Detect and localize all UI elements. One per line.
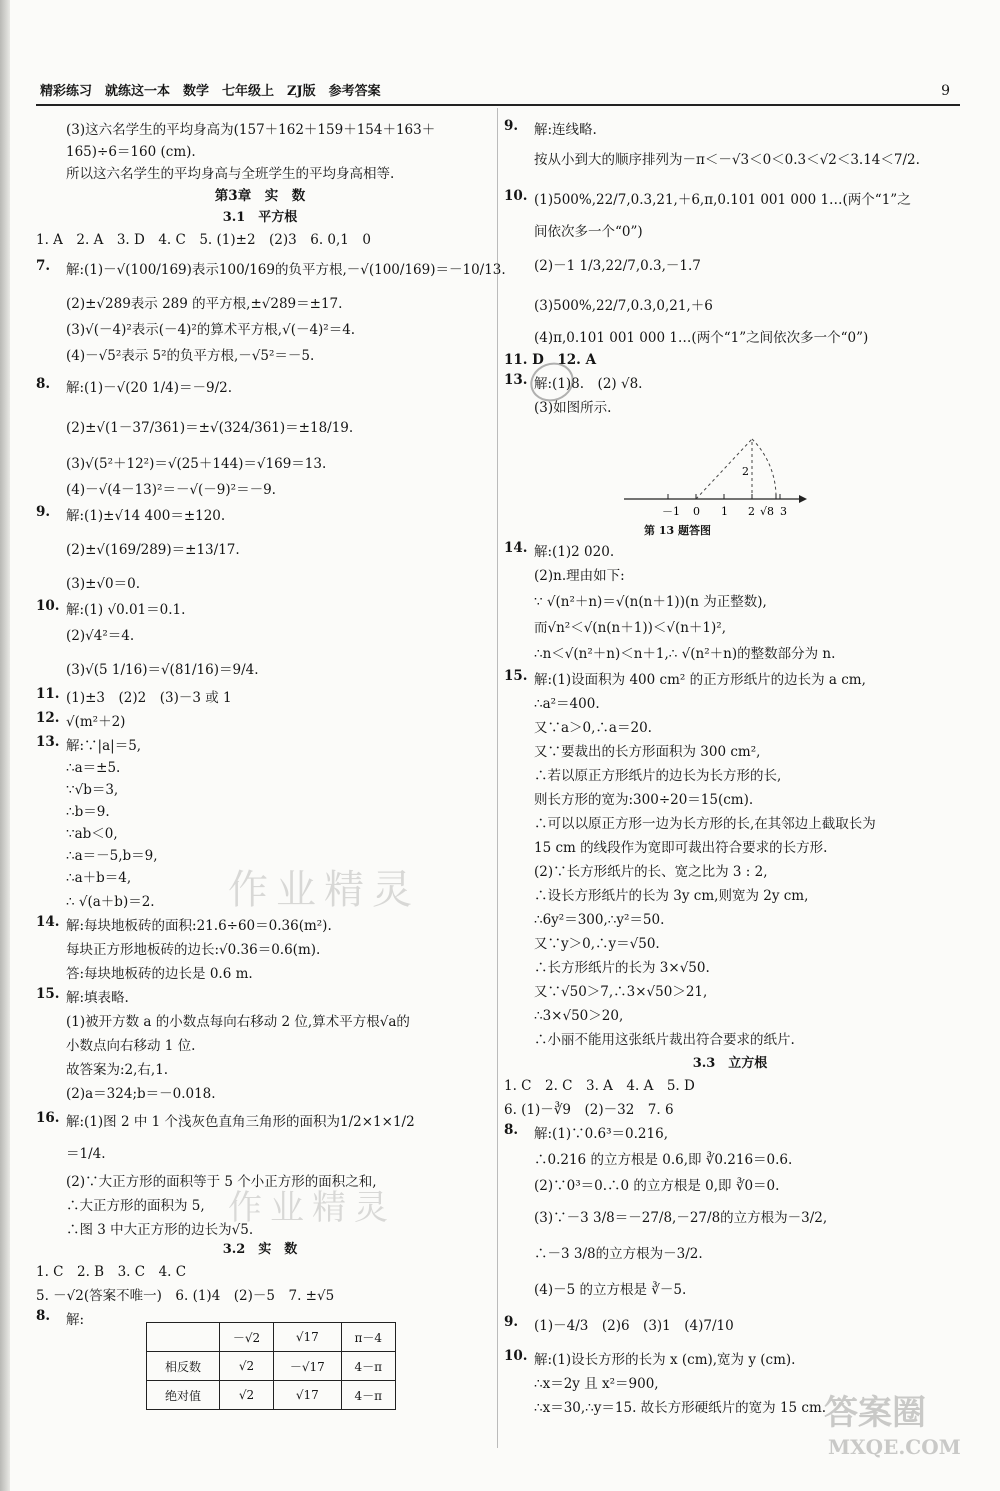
math-line: ∴设长方形纸片的长为 3y cm,则宽为 2y cm, xyxy=(534,888,809,904)
question-number: 9. xyxy=(504,1314,519,1330)
math-line: (2)√4²＝4. xyxy=(66,628,135,644)
math-line: 解:填表略. xyxy=(66,990,129,1006)
table-cell: √2 xyxy=(220,1352,274,1381)
table-header-cell xyxy=(147,1323,220,1352)
figure-caption: 第 13 题答图 xyxy=(644,524,711,537)
math-line: 解:(1)2 020. xyxy=(534,544,615,560)
math-line: ∴可以以原正方形一边为长方形的长,在其邻边上截取长为 xyxy=(534,816,876,832)
question-number: 8. xyxy=(36,376,51,392)
math-line: (4)－5 的立方根是 ∛－5. xyxy=(534,1282,687,1298)
math-line: (2)∵大正方形的面积等于 5 个小正方形的面积之和, xyxy=(66,1174,377,1190)
section-title: 3.2 实 数 xyxy=(222,1242,298,1257)
math-line: (4)－√5²表示 5²的负平方根,－√5²＝－5. xyxy=(66,348,315,364)
math-line: 又∵要裁出的长方形面积为 300 cm², xyxy=(534,744,761,760)
math-line: 解:(1) √0.01＝0.1. xyxy=(66,602,186,618)
math-line: ∴小丽不能用这张纸片裁出符合要求的纸片. xyxy=(534,1032,795,1048)
answer-line: √(m²＋2) xyxy=(66,714,126,730)
math-line: (1)500%,22/7,0.3,21,＋6,π,0.101 001 000 1…(两个“1”之 xyxy=(534,192,911,208)
table-cell: 4－π xyxy=(341,1352,395,1381)
math-line: ∴a＋b＝4, xyxy=(66,870,132,886)
section-title: 3.1 平方根 xyxy=(222,210,298,225)
math-line: ∴6y²＝300,∴y²＝50. xyxy=(534,912,665,928)
math-line: (2)n.理由如下: xyxy=(534,568,625,584)
math-line: ∴x＝30,∴y＝15. 故长方形硬纸片的宽为 15 cm. xyxy=(534,1400,827,1416)
math-line: 解:每块地板砖的面积:21.6÷60＝0.36(m²). xyxy=(66,918,332,934)
tick-label: 3 xyxy=(780,505,787,518)
math-line: ∴长方形纸片的长为 3×√50. xyxy=(534,960,710,976)
math-line: ∵ √(n²＋n)＝√(n(n＋1))(n 为正整数), xyxy=(534,594,767,610)
number-line-figure xyxy=(614,417,814,527)
math-line: 而√n²＜√(n(n＋1))＜√(n＋1)², xyxy=(534,620,726,636)
answer-line: 1. C 2. C 3. A 4. A 5. D xyxy=(504,1078,695,1094)
math-line: 答:每块地板砖的边长是 0.6 m. xyxy=(66,966,253,982)
compass-arc xyxy=(752,439,776,499)
answer-line: (1)±3 (2)2 (3)－3 或 1 xyxy=(66,690,232,706)
logo-text-bottom: MXQE.COM xyxy=(828,1435,961,1459)
leg-length-label: 2 xyxy=(742,465,749,478)
table-header-cell: √17 xyxy=(273,1323,341,1352)
table-header-cell: －√2 xyxy=(220,1323,274,1352)
question-number: 14. xyxy=(36,914,60,930)
section-title: 3.3 立方根 xyxy=(692,1056,768,1071)
math-line: 间依次多一个“0”) xyxy=(534,224,643,240)
watermark-text: 作业精灵 xyxy=(228,867,420,913)
question-number: 11. xyxy=(36,686,60,702)
math-line: 解: xyxy=(66,1312,85,1328)
math-line: 解:(1)±√14 400＝±120. xyxy=(66,508,226,524)
math-line: (3)√(－4)²表示(－4)²的算术平方根,√(－4)²＝4. xyxy=(66,322,356,338)
math-line: 又∵√50＞7,∴3×√50＞21, xyxy=(534,984,708,1000)
answer-table xyxy=(146,1322,396,1410)
math-line: 故答案为:2,右,1. xyxy=(66,1062,169,1078)
table-cell: －√17 xyxy=(273,1352,341,1381)
math-line: ∴大正方形的面积为 5, xyxy=(66,1198,205,1214)
text-line: 所以这六名学生的平均身高与全班学生的平均身高相等. xyxy=(66,166,395,182)
question-number: 14. xyxy=(504,540,528,556)
question-number: 8. xyxy=(36,1308,51,1324)
math-line: (2)－1 1/3,22/7,0.3,－1.7 xyxy=(534,258,701,274)
math-line: 解:(1)图 2 中 1 个浅灰色直角三角形的面积为1/2×1×1/2 xyxy=(66,1114,415,1130)
math-line: 又∵a＞0,∴a＝20. xyxy=(534,720,652,736)
math-line: (2)±√289表示 289 的平方根,±√289＝±17. xyxy=(66,296,343,312)
answer-line: 6. (1)－∛9 (2)－32 7. 6 xyxy=(504,1102,674,1118)
question-number: 12. xyxy=(36,710,60,726)
math-line: (3)√(5²＋12²)＝√(25＋144)＝√169＝13. xyxy=(66,456,327,472)
table-header-cell: π－4 xyxy=(341,1323,395,1352)
answer-line: 1. C 2. B 3. C 4. C xyxy=(36,1264,187,1280)
question-number: 7. xyxy=(36,258,51,274)
math-line: (4)π,0.101 001 000 1…(两个“1”之间依次多一个“0”) xyxy=(534,330,869,346)
math-line: (2)±√(1－37/361)＝±√(324/361)＝±18/19. xyxy=(66,420,354,436)
math-line: (3)∵－3 3/8＝－27/8,－27/8的立方根为－3/2, xyxy=(534,1210,828,1226)
math-line: (3)如图所示. xyxy=(534,400,612,416)
header-title: 精彩练习 就练这一本 数学 七年级上 ZJ版 参考答案 xyxy=(40,84,381,99)
tick-label: √8 xyxy=(760,505,775,518)
table-cell: √2 xyxy=(220,1381,274,1410)
math-line: 15 cm 的线段作为宽即可裁出符合要求的长方形. xyxy=(534,840,828,856)
question-number: 16. xyxy=(36,1110,60,1126)
page-edge-shadow xyxy=(0,0,10,1491)
page-number: 9 xyxy=(941,83,950,99)
math-line: 解:(1)设面积为 400 cm² 的正方形纸片的边长为 a cm, xyxy=(534,672,866,688)
logo-text-top: 答案圈 xyxy=(824,1393,926,1433)
axis-arrow xyxy=(799,495,807,503)
math-line: ∴ √(a＋b)＝2. xyxy=(66,894,155,910)
tick-label: 2 xyxy=(748,505,755,518)
watermark-text: 作业精灵 xyxy=(228,1188,396,1228)
site-logo xyxy=(818,1384,978,1464)
math-line: 则长方形的宽为:300÷20＝15(cm). xyxy=(534,792,754,808)
answer-line: 11. D 12. A xyxy=(504,352,597,368)
math-line: (3)√(5 1/16)＝√(81/16)＝9/4. xyxy=(66,662,259,678)
page-header xyxy=(36,80,960,106)
math-line: (3)±√0＝0. xyxy=(66,576,141,592)
math-line: ∴若以原正方形纸片的边长为长方形的长, xyxy=(534,768,782,784)
answer-line: 5. －√2(答案不唯一) 6. (1)4 (2)－5 7. ±√5 xyxy=(36,1288,335,1304)
chapter-title: 第3章 实 数 xyxy=(214,188,306,204)
math-line: ∴b＝9. xyxy=(66,804,110,820)
table-cell: √17 xyxy=(273,1381,341,1410)
math-line: ∴0.216 的立方根是 0.6,即 ∛0.216＝0.6. xyxy=(534,1152,793,1168)
question-number: 15. xyxy=(504,668,528,684)
math-line: 解:(1)－√(100/169)表示100/169的负平方根,－√(100/169)＝－10/13. xyxy=(66,262,506,278)
question-number: 10. xyxy=(36,598,60,614)
math-line: ∴a²＝400. xyxy=(534,696,600,712)
column-divider xyxy=(497,108,498,1448)
math-line: (3)500%,22/7,0.3,0,21,＋6 xyxy=(534,298,713,314)
math-line: 每块正方形地板砖的边长:√0.36＝0.6(m). xyxy=(66,942,321,958)
question-number: 13. xyxy=(504,372,528,388)
math-line: ∵√b＝3, xyxy=(66,782,119,798)
math-line: 解:连线略. xyxy=(534,122,597,138)
math-line: (2)±√(169/289)＝±13/17. xyxy=(66,542,240,558)
math-line: 解:∵|a|＝5, xyxy=(66,738,142,754)
math-line: 解:(1)设长方形的长为 x (cm),宽为 y (cm). xyxy=(534,1352,796,1368)
math-line: 解:(1)∵0.6³＝0.216, xyxy=(534,1126,668,1142)
math-line: (2)∵0³＝0.∴0 的立方根是 0,即 ∛0＝0. xyxy=(534,1178,780,1194)
question-number: 10. xyxy=(504,188,528,204)
math-line: 按从小到大的顺序排列为－π＜－√3＜0＜0.3＜√2＜3.14＜7/2. xyxy=(534,152,920,168)
math-line: ∴n＜√(n²＋n)＜n＋1,∴ √(n²＋n)的整数部分为 n. xyxy=(534,646,836,662)
question-number: 9. xyxy=(504,118,519,134)
text-line: (3)这六名学生的平均身高为(157＋162＋159＋154＋163＋ xyxy=(66,122,436,138)
math-line: ∵ab＜0, xyxy=(66,826,118,842)
text-line: 165)÷6＝160 (cm). xyxy=(66,144,196,160)
question-number: 15. xyxy=(36,986,60,1002)
math-line: ＝1/4. xyxy=(66,1146,106,1162)
math-line: 又∵y＞0,∴y＝√50. xyxy=(534,936,660,952)
math-line: (1)－4/3 (2)6 (3)1 (4)7/10 xyxy=(534,1318,734,1334)
question-number: 13. xyxy=(36,734,60,750)
question-number: 8. xyxy=(504,1122,519,1138)
answer-line: 1. A 2. A 3. D 4. C 5. (1)±2 (2)3 6. 0,1 0 xyxy=(36,232,371,248)
math-line: ∴a＝－5,b＝9, xyxy=(66,848,158,864)
math-line: ∴a＝±5. xyxy=(66,760,121,776)
tick-label: －1 xyxy=(662,505,680,518)
tick-label: 0 xyxy=(693,505,700,518)
math-line: 解:(1)8. (2) √8. xyxy=(534,376,643,392)
math-line: (4)－√(4－13)²＝－√(－9)²＝－9. xyxy=(66,482,276,498)
question-number: 10. xyxy=(504,1348,528,1364)
table-cell: 绝对值 xyxy=(147,1381,220,1410)
table-cell: 4－π xyxy=(341,1381,395,1410)
math-line: (2)∵长方形纸片的长、宽之比为 3 : 2, xyxy=(534,864,768,880)
math-line: ∴－3 3/8的立方根为－3/2. xyxy=(534,1246,703,1262)
tick-label: 1 xyxy=(721,505,728,518)
math-line: ∴x＝2y 且 x²＝900, xyxy=(534,1376,659,1392)
question-number: 9. xyxy=(36,504,51,520)
math-line: 小数点向右移动 1 位. xyxy=(66,1038,196,1054)
math-line: 解:(1)－√(20 1/4)＝－9/2. xyxy=(66,380,233,396)
math-line: (2)a＝324;b＝－0.018. xyxy=(66,1086,216,1102)
math-line: ∴3×√50＞20, xyxy=(534,1008,624,1024)
tick-marks xyxy=(668,494,780,499)
math-line: (1)被开方数 a 的小数点每向右移动 2 位,算术平方根√a的 xyxy=(66,1014,410,1030)
math-line: ∴图 3 中大正方形的边长为√5. xyxy=(66,1222,254,1238)
table-cell: 相反数 xyxy=(147,1352,220,1381)
